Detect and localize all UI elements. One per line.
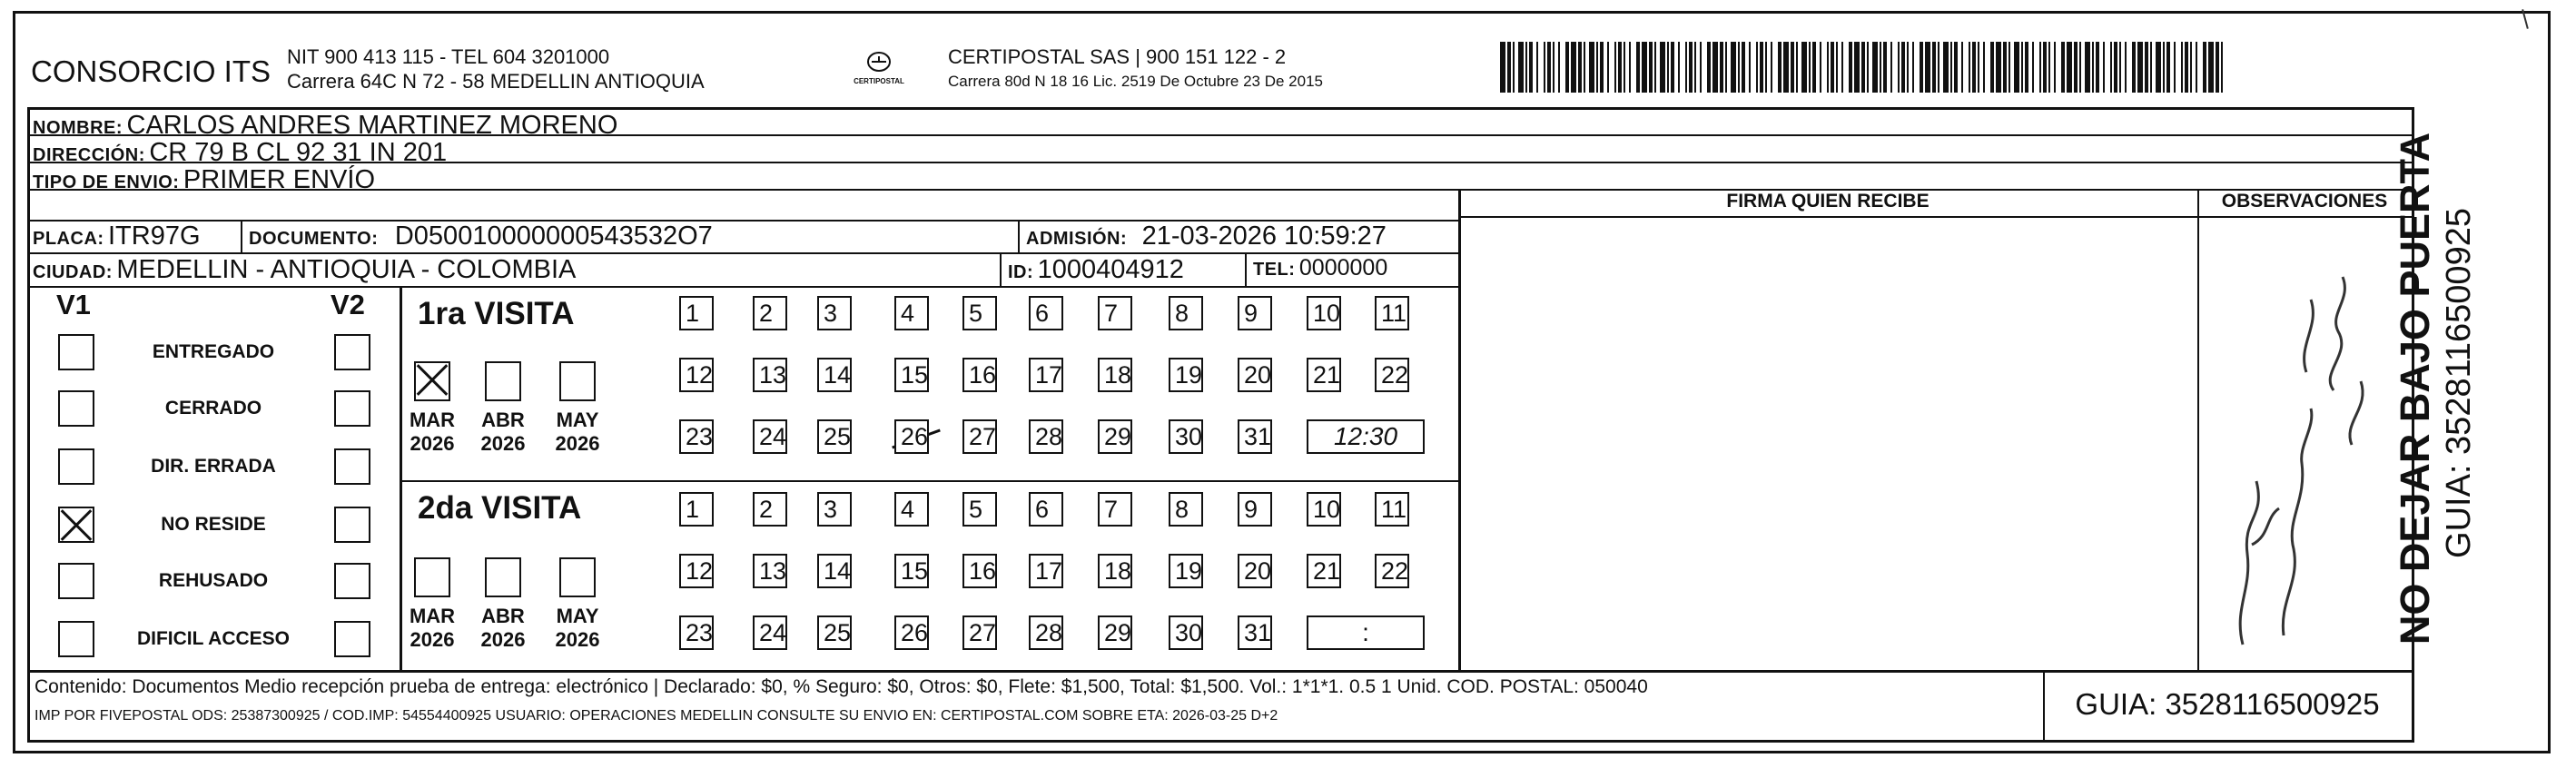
v1-checkbox[interactable] xyxy=(58,507,94,543)
day-box[interactable]: 18 xyxy=(1098,554,1132,588)
day-box[interactable]: 29 xyxy=(1098,419,1132,454)
observaciones-label: OBSERVACIONES xyxy=(2221,191,2388,212)
day-box[interactable]: 20 xyxy=(1238,554,1272,588)
company-address: Carrera 64C N 72 - 58 MEDELLIN ANTIOQUIA xyxy=(287,70,705,93)
company-name: CONSORCIO ITS xyxy=(31,54,271,88)
day-box[interactable]: 24 xyxy=(753,419,787,454)
month-name: ABR xyxy=(481,409,525,431)
day-box[interactable]: 6 xyxy=(1029,492,1063,527)
nombre-value: CARLOS ANDRES MARTINEZ MORENO xyxy=(126,111,618,140)
day-box[interactable]: 14 xyxy=(817,554,852,588)
v1-checkbox[interactable] xyxy=(58,448,94,485)
day-box[interactable]: 30 xyxy=(1169,419,1203,454)
v2-checkbox[interactable] xyxy=(334,507,370,543)
barcode-icon xyxy=(1500,42,2223,93)
ciudad-value: MEDELLIN - ANTIOQUIA - COLOMBIA xyxy=(116,255,577,284)
day-box[interactable]: 12 xyxy=(679,554,714,588)
v1-checkbox[interactable] xyxy=(58,563,94,599)
day-box[interactable]: 4 xyxy=(894,296,929,330)
direccion-label: DIRECCIÓN: xyxy=(33,145,145,165)
day-box[interactable]: 9 xyxy=(1238,296,1272,330)
day-box[interactable]: 23 xyxy=(679,419,714,454)
day-box[interactable]: 7 xyxy=(1098,296,1132,330)
day-box[interactable]: 13 xyxy=(753,358,787,392)
day-box[interactable]: 2 xyxy=(753,492,787,527)
id-label: ID: xyxy=(1008,262,1034,282)
certipostal-logo xyxy=(850,47,908,93)
month-year: 2026 xyxy=(555,432,600,455)
day-box[interactable]: 9 xyxy=(1238,492,1272,527)
day-box[interactable]: 5 xyxy=(962,296,997,330)
footer-guia: GUIA: 3528116500925 xyxy=(2075,687,2380,721)
month-name: MAY xyxy=(556,409,599,431)
day-box[interactable]: 22 xyxy=(1375,358,1409,392)
day-box[interactable]: 25 xyxy=(817,615,852,650)
day-box[interactable]: 31 xyxy=(1238,615,1272,650)
day-box[interactable]: 29 xyxy=(1098,615,1132,650)
tel-label: TEL: xyxy=(1253,260,1296,280)
nombre-label: NOMBRE: xyxy=(33,118,123,138)
v1-checkbox[interactable] xyxy=(58,334,94,370)
day-box[interactable]: 17 xyxy=(1029,358,1063,392)
logo-text: CERTIPOSTAL xyxy=(854,77,904,85)
day-box[interactable]: 11 xyxy=(1375,492,1409,527)
firma-label: FIRMA QUIEN RECIBE xyxy=(1726,191,1930,212)
time-field[interactable]: 12:30 xyxy=(1307,419,1425,454)
month-name: ABR xyxy=(481,605,525,627)
day-box[interactable]: 10 xyxy=(1307,296,1341,330)
day-box[interactable]: 30 xyxy=(1169,615,1203,650)
status-label: NO RESIDE xyxy=(161,514,266,535)
day-box[interactable]: 18 xyxy=(1098,358,1132,392)
time-field[interactable]: : xyxy=(1307,615,1425,650)
month-checkbox[interactable] xyxy=(485,361,521,401)
v1-checkbox[interactable] xyxy=(58,621,94,657)
day-box[interactable]: 21 xyxy=(1307,554,1341,588)
day-box[interactable]: 14 xyxy=(817,358,852,392)
day-box[interactable]: 17 xyxy=(1029,554,1063,588)
month-checkbox[interactable] xyxy=(559,557,596,597)
day-box[interactable]: 1 xyxy=(679,492,714,527)
month-name: MAR xyxy=(409,605,456,627)
side-title: NO DEJAR BAJO PUERTA xyxy=(2392,132,2438,645)
day-box[interactable]: 3 xyxy=(817,492,852,527)
day-box[interactable]: 27 xyxy=(962,615,997,650)
day-box[interactable]: 23 xyxy=(679,615,714,650)
tel-value: 0000000 xyxy=(1298,255,1388,281)
day-box[interactable]: 26 xyxy=(894,615,929,650)
v1-checkbox[interactable] xyxy=(58,390,94,427)
handwritten-observation xyxy=(2216,245,2397,663)
day-box[interactable]: 28 xyxy=(1029,615,1063,650)
day-box[interactable]: 8 xyxy=(1169,296,1203,330)
day-box[interactable]: 25 xyxy=(817,419,852,454)
v2-checkbox[interactable] xyxy=(334,448,370,485)
day-box[interactable]: 24 xyxy=(753,615,787,650)
day-box[interactable]: 15 xyxy=(894,554,929,588)
certipostal-address: Carrera 80d N 18 16 Lic. 2519 De Octubre 23 De 2015 xyxy=(948,73,1323,90)
v2-checkbox[interactable] xyxy=(334,563,370,599)
visit1-title: 1ra VISITA xyxy=(418,296,575,331)
admision-value: 21-03-2026 10:59:27 xyxy=(1141,222,1387,251)
v2-checkbox[interactable] xyxy=(334,334,370,370)
month-year: 2026 xyxy=(480,432,526,455)
certipostal-info: CERTIPOSTAL SAS | 900 151 122 - 2 xyxy=(948,45,1287,68)
day-box[interactable]: 11 xyxy=(1375,296,1409,330)
day-box[interactable]: 5 xyxy=(962,492,997,527)
status-label: REHUSADO xyxy=(158,570,269,591)
placa-label: PLACA: xyxy=(33,229,104,249)
status-label: ENTREGADO xyxy=(152,341,275,362)
month-checkbox[interactable] xyxy=(414,557,450,597)
day-box[interactable]: 13 xyxy=(753,554,787,588)
day-box[interactable]: 4 xyxy=(894,492,929,527)
day-box[interactable]: 7 xyxy=(1098,492,1132,527)
footer-contenido: Contenido: Documentos Medio recepción prueba de entrega: electrónico | Declarado: $0, % Seguro: $0, Otros: $0, Flete: $1,500, Total: $1,500. Vol.: 1*1*1. 0.5 1 Unid. COD. POSTAL: 050040 xyxy=(35,676,1648,697)
side-guia: GUIA: 3528116500925 xyxy=(2440,208,2478,558)
visit2-title: 2da VISITA xyxy=(418,490,582,526)
v1-label: V1 xyxy=(56,289,91,320)
day-box[interactable]: 6 xyxy=(1029,296,1063,330)
day-box[interactable]: 21 xyxy=(1307,358,1341,392)
barcode xyxy=(1500,42,2223,93)
company-nit: NIT 900 413 115 - TEL 604 3201000 xyxy=(287,45,610,68)
month-year: 2026 xyxy=(410,628,455,651)
v2-label: V2 xyxy=(331,289,365,320)
day-box[interactable]: 26 xyxy=(894,419,929,454)
id-value: 1000404912 xyxy=(1037,255,1184,284)
month-name: MAY xyxy=(556,605,599,627)
day-box[interactable]: 16 xyxy=(962,358,997,392)
placa-value: ITR97G xyxy=(108,222,201,251)
v2-checkbox[interactable] xyxy=(334,390,370,427)
direccion-value: CR 79 B CL 92 31 IN 201 xyxy=(149,138,448,167)
day-box[interactable]: 19 xyxy=(1169,554,1203,588)
day-box[interactable]: 31 xyxy=(1238,419,1272,454)
documento-value: D050010000000543532O7 xyxy=(394,222,713,251)
day-box[interactable]: 8 xyxy=(1169,492,1203,527)
day-box[interactable]: 1 xyxy=(679,296,714,330)
ciudad-label: CIUDAD: xyxy=(33,262,113,282)
status-label: DIR. ERRADA xyxy=(151,456,276,477)
month-year: 2026 xyxy=(410,432,455,455)
month-name: MAR xyxy=(409,409,456,431)
status-label: DIFICIL ACCESO xyxy=(136,628,290,649)
certipostal-logo-icon xyxy=(850,47,908,93)
tipo-envio-value: PRIMER ENVÍO xyxy=(183,165,376,194)
month-year: 2026 xyxy=(480,628,526,651)
day-box[interactable]: 22 xyxy=(1375,554,1409,588)
day-box[interactable]: 2 xyxy=(753,296,787,330)
day-box[interactable]: 12 xyxy=(679,358,714,392)
status-label: CERRADO xyxy=(164,398,262,418)
month-checkbox[interactable] xyxy=(559,361,596,401)
day-box[interactable]: 15 xyxy=(894,358,929,392)
day-box[interactable]: 3 xyxy=(817,296,852,330)
day-box[interactable]: 27 xyxy=(962,419,997,454)
month-checkbox[interactable] xyxy=(485,557,521,597)
day-box[interactable]: 10 xyxy=(1307,492,1341,527)
month-checkbox[interactable] xyxy=(414,361,450,401)
footer-imp: IMP POR FIVEPOSTAL ODS: 25387300925 / COD.IMP: 54554400925 USUARIO: OPERACIONES MEDELLIN CONSULTE SU ENVIO EN: CERTIPOSTAL.COM SOBRE ETA: 2026-03-25 D+2 xyxy=(35,708,1278,724)
documento-label: DOCUMENTO: xyxy=(249,229,379,249)
month-year: 2026 xyxy=(555,628,600,651)
v2-checkbox[interactable] xyxy=(334,621,370,657)
admision-label: ADMISIÓN: xyxy=(1026,229,1128,249)
day-box[interactable]: 16 xyxy=(962,554,997,588)
day-box[interactable]: 28 xyxy=(1029,419,1063,454)
day-box[interactable]: 20 xyxy=(1238,358,1272,392)
day-box[interactable]: 19 xyxy=(1169,358,1203,392)
tipo-envio-label: TIPO DE ENVIO: xyxy=(33,172,180,192)
